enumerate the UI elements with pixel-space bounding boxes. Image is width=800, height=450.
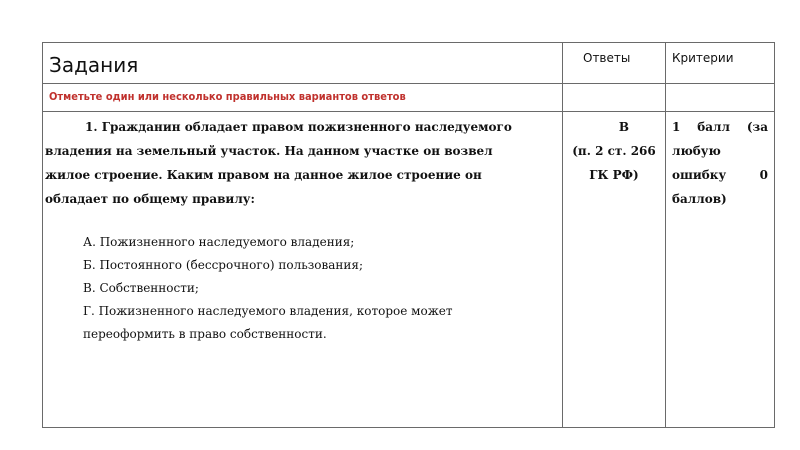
answers-header-cell bbox=[563, 43, 666, 84]
criteria-line: любую bbox=[672, 144, 721, 158]
question-line: жилое строение. Каким правом на данное жилое строение он bbox=[45, 168, 482, 182]
criteria-header: Критерии bbox=[672, 51, 734, 65]
option-v: В. Собственности; bbox=[83, 281, 199, 295]
instruction-cell bbox=[43, 84, 563, 112]
question-row bbox=[43, 112, 775, 428]
answer-options bbox=[43, 231, 562, 346]
criteria-header-cell bbox=[666, 43, 775, 84]
tasks-header-cell bbox=[43, 43, 563, 84]
answer-reference-code: ГК РФ) bbox=[589, 168, 639, 182]
question-line: обладает по общему правилу: bbox=[45, 192, 255, 206]
question-line: владения на земельный участок. На данном участке он возвел bbox=[45, 144, 493, 158]
criteria-text bbox=[666, 112, 774, 211]
criteria-line: 1 балл (за bbox=[672, 120, 768, 134]
tasks-header: Задания bbox=[49, 53, 139, 77]
question-text bbox=[43, 112, 562, 211]
empty-cell bbox=[666, 84, 775, 112]
criteria-line: баллов) bbox=[672, 192, 727, 206]
question-cell bbox=[43, 112, 563, 428]
answer-letter: В bbox=[618, 120, 630, 134]
option-a: А. Пожизненного наследуемого владения; bbox=[83, 235, 355, 249]
answer-cell bbox=[563, 112, 666, 428]
instruction-row bbox=[43, 84, 775, 112]
option-b: Б. Постоянного (бессрочного) пользования; bbox=[83, 258, 364, 272]
criteria-cell bbox=[666, 112, 775, 428]
answer-reference: (п. 2 ст. 266 bbox=[572, 144, 656, 158]
option-g-continued: переоформить в право собственности. bbox=[83, 327, 327, 341]
option-g: Г. Пожизненного наследуемого владения, которое может bbox=[83, 304, 453, 318]
question-line: 1. Гражданин обладает правом пожизненного наследуемого bbox=[85, 120, 512, 134]
header-row bbox=[43, 43, 775, 84]
tasks-table bbox=[42, 42, 775, 428]
answers-header: Ответы bbox=[583, 51, 631, 65]
instruction-text: Отметьте один или несколько правильных вариантов ответов bbox=[49, 90, 406, 103]
answer-text bbox=[563, 112, 665, 187]
criteria-line: ошибку 0 bbox=[672, 168, 768, 182]
empty-cell bbox=[563, 84, 666, 112]
